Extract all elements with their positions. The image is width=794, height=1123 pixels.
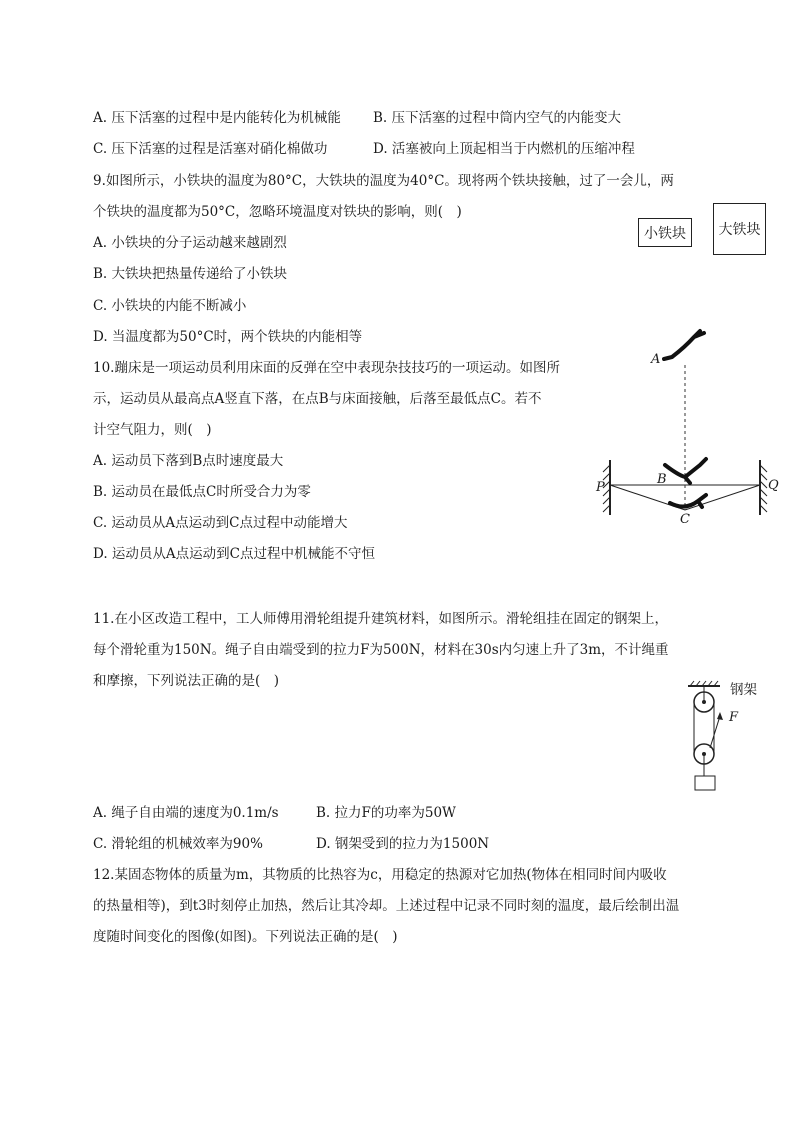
q11-stem-line2: 每个滑轮重为150N。绳子自由端受到的拉力F为500N，材料在30s内匀速上升了3m，不计绳重 xyxy=(93,642,669,658)
q10-option-d: D. 运动员从A点运动到C点过程中机械能不守恒 xyxy=(93,546,376,562)
q8-option-a: A. 压下活塞的过程中是内能转化为机械能 xyxy=(93,110,341,126)
point-p-label: P xyxy=(596,480,605,495)
steel-frame-label: 钢架 xyxy=(730,682,757,698)
q11-option-d: D. 钢架受到的拉力为1500N xyxy=(316,836,490,852)
q10-option-c: C. 运动员从A点运动到C点过程中动能增大 xyxy=(93,515,348,531)
point-q-label: Q xyxy=(768,478,779,493)
q9-option-d: D. 当温度都为50°C时，两个铁块的内能相等 xyxy=(93,329,363,345)
q9-option-b: B. 大铁块把热量传递给了小铁块 xyxy=(93,266,288,282)
small-iron-block-label: 小铁块 xyxy=(644,225,686,242)
point-a-label: A xyxy=(651,352,661,367)
q10-option-a: A. 运动员下落到B点时速度最大 xyxy=(93,453,284,469)
q10-stem-line2: 示，运动员从最高点A竖直下落，在点B与床面接触，后落至最低点C。若不 xyxy=(93,391,542,407)
trampoline-diagram xyxy=(590,325,780,535)
q12-stem-line1: 12.某固态物体的质量为m，其物质的比热容为c，用稳定的热源对它加热(物体在相同时间内吸收 xyxy=(93,867,667,883)
q10-option-b: B. 运动员在最低点C时所受合力为零 xyxy=(93,484,311,500)
q11-option-b: B. 拉力F的功率为50W xyxy=(316,805,456,821)
point-b-label: B xyxy=(657,472,667,487)
force-f-label: F xyxy=(729,710,739,725)
q9-option-a: A. 小铁块的分子运动越来越剧烈 xyxy=(93,235,287,251)
pulley-diagram xyxy=(680,678,730,796)
q11-stem-line3: 和摩擦，下列说法正确的是( ) xyxy=(93,673,280,689)
q9-stem-line1: 9.如图所示，小铁块的温度为80°C，大铁块的温度为40°C。现将两个铁块接触，过了一会儿，两 xyxy=(93,173,674,189)
q10-stem-line1: 10.蹦床是一项运动员利用床面的反弹在空中表现杂技技巧的一项运动。如图所 xyxy=(93,360,560,376)
q8-option-c: C. 压下活塞的过程是活塞对硝化棉做功 xyxy=(93,141,328,157)
q9-stem-line2: 个铁块的温度都为50°C，忽略环境温度对铁块的影响，则( ) xyxy=(93,204,462,220)
q12-stem-line2: 的热量相等)，到t3时刻停止加热，然后让其冷却。上述过程中记录不同时刻的温度，最后绘制出温 xyxy=(93,898,680,914)
large-iron-block xyxy=(713,203,766,255)
q11-option-c: C. 滑轮组的机械效率为90% xyxy=(93,836,263,852)
small-iron-block xyxy=(638,218,692,247)
q11-option-a: A. 绳子自由端的速度为0.1m/s xyxy=(93,805,279,821)
q8-option-d: D. 活塞被向上顶起相当于内燃机的压缩冲程 xyxy=(373,141,635,157)
point-c-label: C xyxy=(680,512,690,527)
q12-stem-line3: 度随时间变化的图像(如图)。下列说法正确的是( ) xyxy=(93,929,398,945)
large-iron-block-label: 大铁块 xyxy=(718,222,761,238)
q8-option-b: B. 压下活塞的过程中筒内空气的内能变大 xyxy=(373,110,622,126)
q9-option-c: C. 小铁块的内能不断减小 xyxy=(93,298,247,314)
q11-stem-line1: 11.在小区改造工程中，工人师傅用滑轮组提升建筑材料，如图所示。滑轮组挂在固定的钢架上， xyxy=(93,611,668,627)
q10-stem-line3: 计空气阻力，则( ) xyxy=(93,422,212,438)
